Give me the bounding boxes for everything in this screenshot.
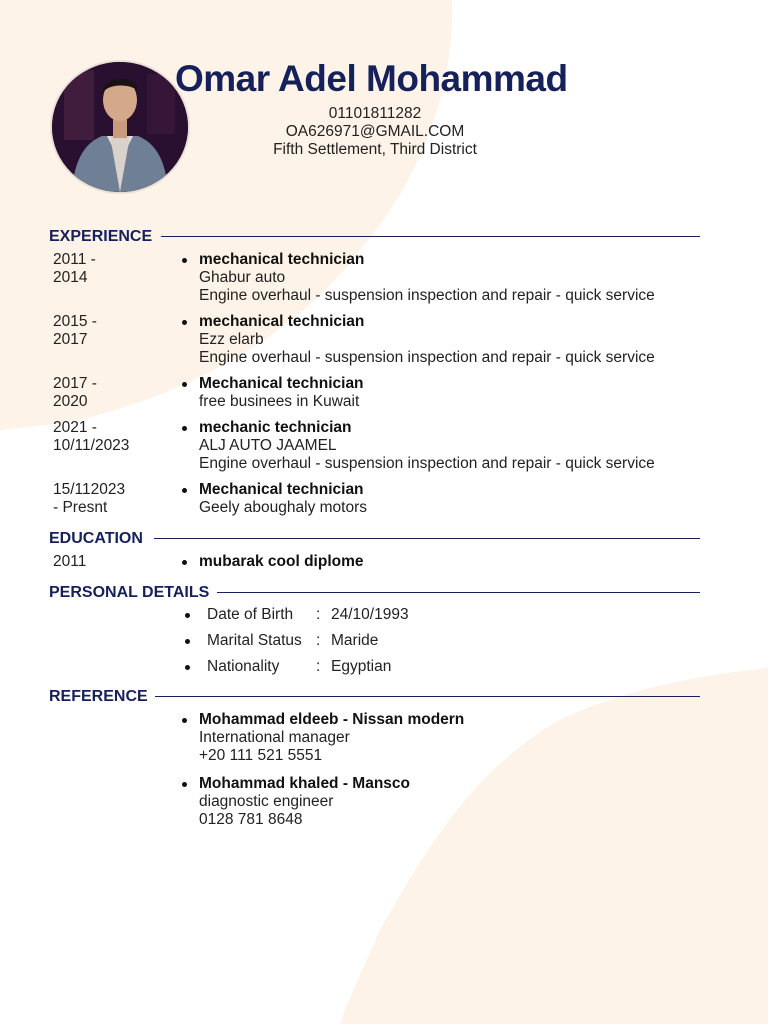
bullet-icon	[182, 426, 187, 431]
job-title: mechanical technician	[199, 251, 365, 268]
detail-colon: :	[316, 632, 321, 649]
bullet-icon	[182, 258, 187, 263]
detail-colon: :	[316, 606, 321, 623]
company-name: Ghabur auto	[199, 269, 286, 286]
reference-role: International manager	[199, 729, 350, 746]
detail-label: Date of Birth	[207, 606, 294, 623]
reference-item	[180, 775, 410, 829]
experience-date: 2015 - 2017	[53, 313, 97, 348]
bullet-icon	[182, 320, 187, 325]
phone-number: 01101811282	[328, 105, 422, 122]
personal-details-divider	[217, 592, 700, 593]
job-title: mechanic technician	[199, 419, 352, 436]
company-name: free businees in Kuwait	[199, 393, 360, 410]
bullet-icon	[185, 613, 190, 618]
education-heading: EDUCATION	[49, 530, 143, 547]
bullet-icon	[182, 782, 187, 787]
detail-label: Marital Status	[207, 632, 302, 649]
reference-divider	[155, 696, 700, 697]
experience-date: 2011 - 2014	[53, 251, 96, 286]
job-title: mechanical technician	[199, 313, 365, 330]
bullet-icon	[185, 665, 190, 670]
reference-name: Mohammad eldeeb - Nissan modern	[199, 711, 465, 728]
detail-value: Egyptian	[331, 658, 392, 675]
education-divider	[154, 538, 700, 539]
bullet-icon	[182, 382, 187, 387]
experience-item	[180, 313, 655, 367]
detail-value: 24/10/1993	[331, 606, 409, 623]
profile-photo	[50, 60, 190, 194]
bullet-icon	[182, 560, 187, 565]
reference-phone: +20 111 521 5551	[199, 747, 323, 764]
detail-value: Maride	[331, 632, 379, 649]
company-name: ALJ AUTO JAAMEL	[199, 437, 337, 454]
job-description: Engine overhaul - suspension inspection and repair - quick service	[199, 455, 655, 472]
experience-date: 2017 - 2020	[53, 375, 97, 410]
experience-divider	[161, 236, 700, 237]
home-address: Fifth Settlement, Third District	[273, 141, 477, 158]
experience-item	[180, 419, 655, 473]
detail-label: Nationality	[207, 658, 280, 675]
personal-details-heading: PERSONAL DETAILS	[49, 584, 210, 601]
reference-name: Mohammad khaled - Mansco	[199, 775, 411, 792]
bullet-icon	[185, 639, 190, 644]
company-name: Geely aboughaly motors	[199, 499, 368, 516]
job-title: Mechanical technician	[199, 481, 364, 498]
experience-heading: EXPERIENCE	[49, 228, 153, 245]
job-description: Engine overhaul - suspension inspection and repair - quick service	[199, 349, 655, 366]
experience-item	[180, 481, 367, 517]
reference-item	[180, 711, 464, 765]
reference-heading: REFERENCE	[49, 688, 148, 705]
experience-item	[180, 251, 655, 305]
job-title: Mechanical technician	[199, 375, 364, 392]
company-name: Ezz elarb	[199, 331, 264, 348]
email-address: OA626971@GMAIL.COM	[285, 123, 465, 140]
person-silhouette-icon	[52, 62, 188, 192]
education-item	[180, 553, 364, 571]
bullet-icon	[182, 488, 187, 493]
experience-date: 15/112023 - Presnt	[53, 481, 126, 516]
bullet-icon	[182, 718, 187, 723]
reference-role: diagnostic engineer	[199, 793, 334, 810]
education-date: 2011	[53, 553, 87, 570]
reference-phone: 0128 781 8648	[199, 811, 303, 828]
job-description: Engine overhaul - suspension inspection and repair - quick service	[199, 287, 655, 304]
degree-title: mubarak cool diplome	[199, 553, 364, 570]
contact-info	[250, 105, 500, 159]
experience-date: 2021 - 10/11/2023	[53, 419, 130, 454]
experience-item	[180, 375, 364, 411]
full-name: Omar Adel Mohammad	[175, 58, 568, 99]
detail-colon: :	[316, 658, 321, 675]
